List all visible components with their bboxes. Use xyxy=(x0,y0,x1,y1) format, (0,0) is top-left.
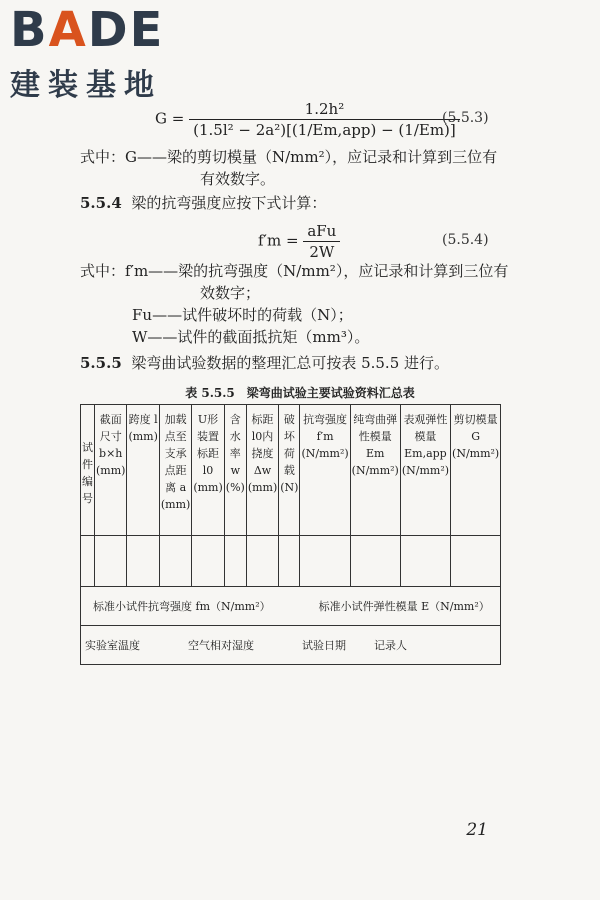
table-header-cell: 试件编号 xyxy=(81,405,95,536)
table-caption: 表 5.5.5 梁弯曲试验主要试验资料汇总表 xyxy=(185,386,415,400)
table-row-info xyxy=(81,626,501,665)
eq554-numerator: aFu xyxy=(303,222,340,242)
standard-strength-label: 标准小试件抗弯强度 fm（N/mm²） xyxy=(93,600,271,613)
table-header-row xyxy=(81,405,501,536)
logo-wordmark: BADE xyxy=(10,2,165,58)
table-header-cell: 含水率 w (%) xyxy=(224,405,246,536)
table-header-cell: U形装置标距 l0 (mm) xyxy=(192,405,224,536)
equation-number-5-5-4: (5.5.4) xyxy=(442,232,489,248)
section-5-5-4: 5.5.4 梁的抗弯强度应按下式计算： xyxy=(80,194,327,212)
humidity-label: 空气相对湿度 xyxy=(188,639,254,652)
recorder-label: 记录人 xyxy=(374,639,407,652)
section-5-5-5: 5.5.5 梁弯曲试验数据的整理汇总可按表 5.5.5 进行。 xyxy=(80,354,450,372)
table-header-cell: 标距 l0内挠度 Δw (mm) xyxy=(246,405,278,536)
test-date-label: 试验日期 xyxy=(302,639,346,652)
page-number: 21 xyxy=(466,820,488,840)
logo xyxy=(10,2,165,104)
table-header-cell: 截面尺寸 b×h (mm) xyxy=(95,405,127,536)
table-row xyxy=(81,536,501,587)
table-header-cell: 跨度 l (mm) xyxy=(127,405,159,536)
table-header-cell: 加载点至支承点距离 a (mm) xyxy=(159,405,191,536)
eq553-denominator: (1.5l² − 2a²)[(1/Em,app) − (1/Em)] xyxy=(193,121,456,139)
table-row-standard xyxy=(81,587,501,626)
standard-modulus-label: 标准小试件弹性模量 E（N/mm²） xyxy=(318,600,490,613)
logo-subtitle: 建装基地 xyxy=(10,68,162,103)
table-header-cell: 剪切模量 G (N/mm²) xyxy=(451,405,501,536)
paragraph-bending-strength: 式中：f′m——梁的抗弯强度（N/mm²），应记录和计算到三位有 效数字； Fu——试件破坏时的荷载（N）； W——试件的截面抵抗矩（mm³）。 xyxy=(80,262,509,346)
lab-temperature-label: 实验室温度 xyxy=(85,639,140,652)
table-header-cell: 表观弹性模量 Em,app (N/mm²) xyxy=(400,405,450,536)
paragraph-shear-modulus: 式中：G——梁的剪切模量（N/mm²），应记录和计算到三位有 有效数字。 xyxy=(80,148,498,188)
equation-5-5-3: G = $\frac{\text{1.2h²}}{\text{(1.5l² − 2a²)[(1/Em,app) − (1/Em)]}}$ xyxy=(155,100,460,139)
table-header-cell: 抗弯强度 f′m (N/mm²) xyxy=(300,405,350,536)
summary-table xyxy=(80,404,501,665)
eq553-numerator: 1.2h² xyxy=(189,100,460,120)
eq554-denominator: 2W xyxy=(309,243,335,261)
table-header-cell: 破坏荷载 (N) xyxy=(279,405,300,536)
table-header-cell: 纯弯曲弹性模量 Em (N/mm²) xyxy=(350,405,400,536)
equation-number-5-5-3: (5.5.3) xyxy=(442,110,489,126)
equation-5-5-4: f′m = $\frac{\text{aFu}}{2W}$ xyxy=(258,222,340,261)
